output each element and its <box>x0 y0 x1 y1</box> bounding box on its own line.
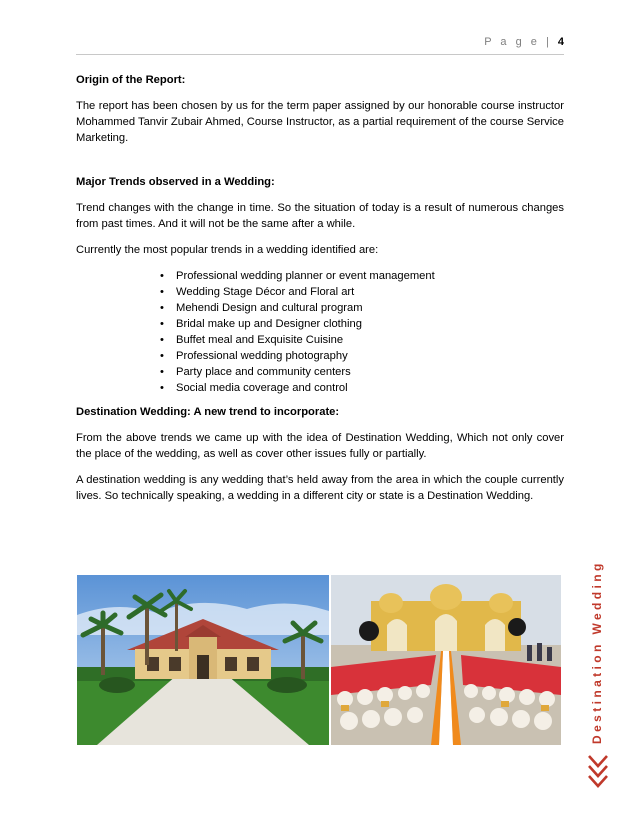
villa-with-palm-trees-photo <box>77 575 329 745</box>
document-body <box>76 72 564 514</box>
trends-paragraph-2: Currently the most popular trends in a wedding identified are: <box>76 244 379 256</box>
list-item: • Buffet meal and Exquisite Cuisine <box>160 332 564 348</box>
villa-photo <box>77 575 329 745</box>
list-item: • Party place and community centers <box>160 364 564 380</box>
page-number <box>484 36 564 48</box>
destination-paragraph-2: A destination wedding is any wedding that’s held away from the area in which the couple currently lives. So technically speaking, a wedding in a different city or state is a Destination Wedding. <box>76 474 564 502</box>
trends-heading: Major Trends observed in a Wedding: <box>76 176 275 188</box>
list-item: • Professional wedding planner or event management <box>160 268 564 284</box>
list-item: • Social media coverage and control <box>160 380 564 396</box>
page-header <box>76 36 564 55</box>
page-label: P a g e <box>484 36 540 48</box>
trends-paragraph-1: Trend changes with the change in time. So the situation of today is a result of numerous changes from past times. And it will not be the same after a while. <box>76 202 564 230</box>
list-item: • Mehendi Design and cultural program <box>160 300 564 316</box>
side-title: Destination Wedding <box>590 560 604 744</box>
origin-heading: Origin of the Report: <box>76 74 186 86</box>
trends-list <box>76 268 564 396</box>
decorated-outdoor-wedding-venue-photo <box>331 575 561 745</box>
list-item: • Bridal make up and Designer clothing <box>160 316 564 332</box>
photo-strip <box>77 575 561 745</box>
list-item: • Professional wedding photography <box>160 348 564 364</box>
page-number-value: 4 <box>557 36 564 48</box>
origin-paragraph: The report has been chosen by us for the term paper assigned by our honorable course instructor Mohammed Tanvir Zubair Ahmed, Course Instructor, as a partial requirement of the course Service Marketing. <box>76 100 564 144</box>
list-item: • Wedding Stage Décor and Floral art <box>160 284 564 300</box>
destination-paragraph-1: From the above trends we came up with the idea of Destination Wedding, Which not only cover the place of the wedding, as well as cover other issues fully or partially. <box>76 432 564 460</box>
destination-heading: Destination Wedding: A new trend to incorporate: <box>76 406 340 418</box>
wedding-venue-photo <box>331 575 561 745</box>
page-separator: | <box>545 36 552 48</box>
chevron-down-icon <box>586 752 610 796</box>
